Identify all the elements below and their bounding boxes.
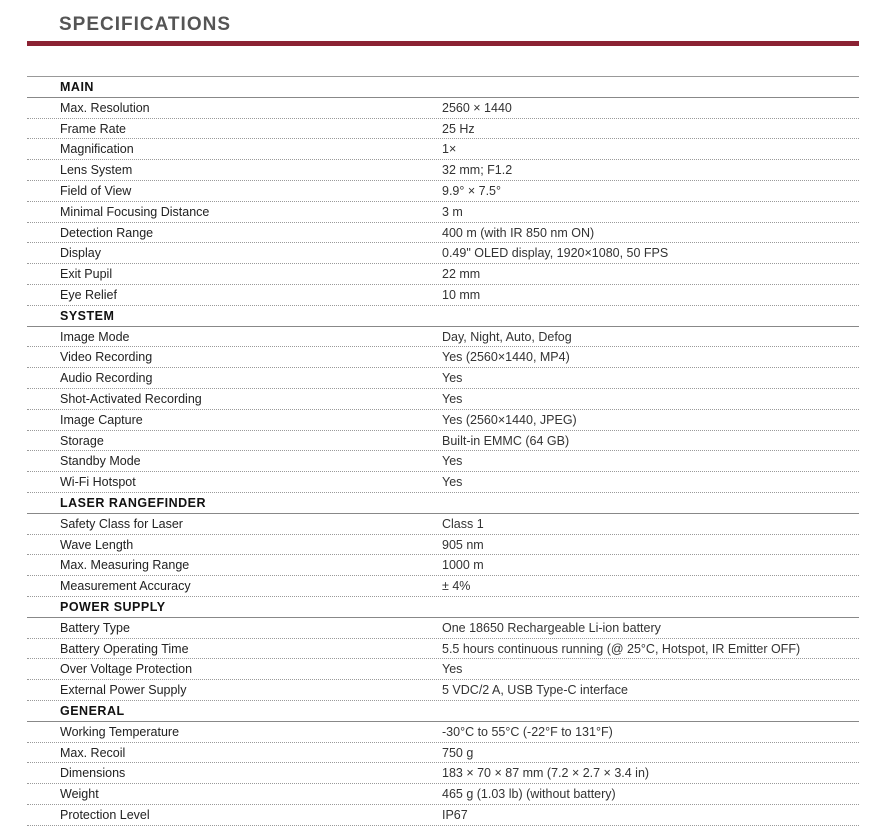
- spec-label: Battery Operating Time: [60, 641, 189, 656]
- section-header: [27, 77, 859, 98]
- spec-row: [27, 264, 859, 285]
- spec-label: Exit Pupil: [60, 267, 113, 282]
- spec-row: [27, 431, 859, 452]
- spec-value: 5.5 hours continuous running (@ 25°C, Hotspot, IR Emitter OFF): [442, 641, 801, 656]
- spec-value: 10 mm: [442, 287, 481, 302]
- spec-label: Eye Relief: [60, 287, 117, 302]
- spec-row: [27, 784, 859, 805]
- section-header: [27, 701, 859, 722]
- spec-row: [27, 659, 859, 680]
- spec-value: 5 VDC/2 A, USB Type-C interface: [442, 683, 628, 698]
- spec-label: Weight: [60, 787, 99, 802]
- spec-value: 32 mm; F1.2: [442, 163, 513, 178]
- section-title: MAIN: [60, 80, 94, 94]
- spec-row: [27, 535, 859, 556]
- spec-row: [27, 368, 859, 389]
- spec-value: Built-in EMMC (64 GB): [442, 433, 570, 448]
- spec-row: [27, 680, 859, 701]
- spec-label: Shot-Activated Recording: [60, 391, 202, 406]
- spec-row: [27, 223, 859, 244]
- spec-label: Safety Class for Laser: [60, 516, 183, 531]
- section-title: POWER SUPPLY: [60, 599, 166, 614]
- spec-row: [27, 139, 859, 160]
- section-header: [27, 597, 859, 618]
- spec-row: [27, 243, 859, 264]
- spec-label: Wave Length: [60, 537, 134, 552]
- spec-value: Yes (2560×1440, MP4): [442, 350, 570, 365]
- specifications-table: [27, 76, 859, 826]
- spec-row: [27, 576, 859, 597]
- spec-label: Max. Resolution: [60, 100, 150, 115]
- title-accent-bar: [27, 41, 859, 46]
- spec-label: Display: [60, 246, 101, 261]
- spec-row: [27, 805, 859, 826]
- spec-label: Measurement Accuracy: [60, 579, 191, 594]
- spec-value: 9.9° × 7.5°: [442, 183, 501, 198]
- spec-row: [27, 410, 859, 431]
- spec-label: Storage: [60, 433, 104, 448]
- spec-label: Image Capture: [60, 412, 143, 427]
- spec-row: [27, 472, 859, 493]
- spec-row: [27, 327, 859, 348]
- spec-value: 3 m: [442, 204, 463, 219]
- section-title: SYSTEM: [60, 308, 115, 323]
- spec-label: Audio Recording: [60, 371, 153, 386]
- spec-value: Yes (2560×1440, JPEG): [442, 412, 577, 427]
- spec-label: Over Voltage Protection: [60, 662, 193, 677]
- spec-row: [27, 722, 859, 743]
- spec-row: [27, 160, 859, 181]
- spec-value: Yes: [442, 391, 463, 406]
- spec-value: 400 m (with IR 850 nm ON): [442, 225, 595, 240]
- section-title: GENERAL: [60, 703, 125, 718]
- spec-label: Max. Measuring Range: [60, 558, 190, 573]
- spec-value: Day, Night, Auto, Defog: [442, 329, 572, 344]
- spec-value: Yes: [442, 454, 463, 469]
- spec-value: 1×: [442, 142, 457, 157]
- spec-value: 750 g: [442, 745, 474, 760]
- spec-row: [27, 119, 859, 140]
- spec-label: Dimensions: [60, 766, 126, 781]
- spec-row: [27, 389, 859, 410]
- spec-label: Minimal Focusing Distance: [60, 204, 210, 219]
- spec-row: [27, 555, 859, 576]
- spec-value: 0.49" OLED display, 1920×1080, 50 FPS: [442, 246, 669, 261]
- spec-value: Yes: [442, 475, 463, 490]
- spec-value: 25 Hz: [442, 121, 475, 136]
- spec-value: One 18650 Rechargeable Li-ion battery: [442, 620, 661, 635]
- spec-row: [27, 285, 859, 306]
- spec-label: Magnification: [60, 142, 134, 157]
- section-header: [27, 306, 859, 327]
- spec-value: -30°C to 55°C (-22°F to 131°F): [442, 724, 613, 739]
- spec-label: External Power Supply: [60, 683, 187, 698]
- spec-value: 1000 m: [442, 558, 484, 573]
- section-title: LASER RANGEFINDER: [60, 495, 207, 510]
- spec-row: [27, 639, 859, 660]
- spec-label: Lens System: [60, 163, 133, 178]
- spec-row: [27, 181, 859, 202]
- spec-label: Battery Type: [60, 620, 130, 635]
- spec-row: [27, 451, 859, 472]
- spec-label: Working Temperature: [60, 724, 180, 739]
- spec-label: Frame Rate: [60, 121, 126, 136]
- spec-label: Image Mode: [60, 329, 130, 344]
- spec-row: [27, 618, 859, 639]
- spec-label: Standby Mode: [60, 454, 141, 469]
- spec-value: 905 nm: [442, 537, 484, 552]
- spec-value: 183 × 70 × 87 mm (7.2 × 2.7 × 3.4 in): [442, 766, 650, 781]
- spec-value: 22 mm: [442, 267, 481, 282]
- spec-row: [27, 98, 859, 119]
- spec-row: [27, 743, 859, 764]
- spec-value: Yes: [442, 662, 463, 677]
- spec-label: Video Recording: [60, 350, 153, 365]
- page-title: SPECIFICATIONS: [59, 14, 231, 35]
- spec-row: [27, 514, 859, 535]
- spec-value: IP67: [442, 807, 468, 822]
- spec-label: Field of View: [60, 183, 132, 198]
- spec-value: 465 g (1.03 lb) (without battery): [442, 787, 616, 802]
- spec-label: Detection Range: [60, 225, 154, 240]
- spec-value: Class 1: [442, 516, 484, 531]
- spec-label: Protection Level: [60, 807, 150, 822]
- spec-row: [27, 763, 859, 784]
- spec-label: Wi-Fi Hotspot: [60, 475, 136, 490]
- spec-value: Yes: [442, 371, 463, 386]
- spec-row: [27, 347, 859, 368]
- spec-label: Max. Recoil: [60, 745, 126, 760]
- spec-value: 2560 × 1440: [442, 100, 512, 115]
- spec-row: [27, 202, 859, 223]
- section-header: [27, 493, 859, 514]
- spec-value: ± 4%: [442, 579, 471, 594]
